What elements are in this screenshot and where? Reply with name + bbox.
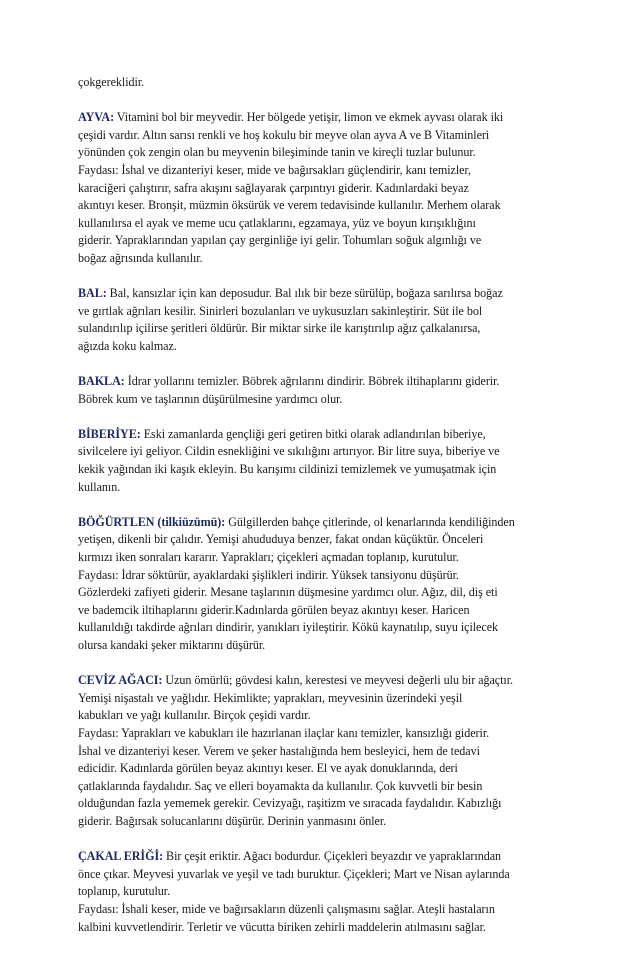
entry-text: Bir çeşit eriktir. Ağacı bodurdur. Çiçekleri beyazdır ve yapraklarından bbox=[163, 849, 502, 864]
entry-text: Vitamini bol bir meyvedir. Her bölgede yetişir, limon ve ekmek ayvası olarak iki bbox=[114, 110, 504, 125]
entry-ceviz-agaci bbox=[78, 672, 570, 830]
text-line bbox=[78, 373, 570, 391]
entry-text: Eski zamanlarda gençliği geri getiren bitki olarak adlandırılan biberiye, bbox=[140, 426, 486, 441]
text-line: Faydası: Yaprakları ve kabukları ile hazırlanan ilaçlar kanı temizler, kansızlığı giderir. bbox=[78, 725, 490, 740]
text-line: kullanılırsa el ayak ve meme ucu çatlaklarını, egzamaya, yüz ve boyun kırışıklığını bbox=[78, 215, 476, 230]
entry-bal bbox=[78, 285, 570, 355]
text-line: akıntıyı keser. Bronşit, müzmin öksürük ve verem tedavisinde kullanılır. Merhem olarak bbox=[78, 198, 501, 213]
text-line bbox=[78, 285, 570, 303]
text-line: Böbrek kum ve taşlarının düşürülmesine yardımcı olur. bbox=[78, 391, 343, 406]
text-line: olursa kandaki şeker miktarını düşürür. bbox=[78, 638, 266, 652]
text-line: kullanın. bbox=[78, 479, 121, 494]
entry-text: Bal, kansızlar için kan deposudur. Bal ılık bir beze sürülüp, boğaza sarılırsa boğaz bbox=[106, 286, 503, 301]
entry-heading: BÖĞÜRTLEN (tilkiüzümü): bbox=[78, 514, 226, 529]
entry-heading: AYVA: bbox=[78, 110, 115, 125]
text-line bbox=[78, 109, 570, 127]
entry-heading: BAL: bbox=[78, 286, 107, 301]
text-line: kabukları ve yağı kullanılır. Birçok çeşidi vardır. bbox=[78, 708, 311, 723]
text-line: Yemişi nişastalı ve yağlıdır. Hekimlikte; yaprakları, meyvesinin üzerindeki yeşil bbox=[78, 690, 463, 705]
intro-paragraph bbox=[78, 74, 570, 92]
text-line: kalbini kuvvetlendirir. Terletir ve vücutta biriken zehirli maddelerin atılmasını sağlar. bbox=[78, 919, 486, 934]
text-line: giderir. Bağırsak solucanlarını düşürür. Derinin yanmasını önler. bbox=[78, 813, 387, 828]
entry-heading: ÇAKAL ERİĞİ: bbox=[78, 849, 164, 864]
text-line: çeşidi vardır. Altın sarısı renkli ve hoş kokulu bir meyve olan ayva A ve B Vitaminleri bbox=[78, 127, 490, 142]
text-line bbox=[78, 514, 570, 532]
text-line: çatlaklarında faydalıdır. Saç ve elleri boyamakta da kullanılır. Çok kuvvetli bir besin bbox=[78, 778, 483, 793]
text-line: karaciğeri çalıştırır, safra akışını sağlayarak çarpıntıyı giderir. Kadınlardaki beyaz bbox=[78, 180, 469, 195]
entry-text: Gülgillerden bahçe çitlerinde, ol kenarlarında kendiliğinden bbox=[225, 514, 515, 529]
entry-bakla bbox=[78, 373, 570, 408]
entry-heading: BİBERİYE: bbox=[78, 426, 141, 441]
text-line: giderir. Yapraklarından yapılan çay gerginliğe iyi gelir. Tohumları soğuk algınlığı ve bbox=[78, 233, 482, 248]
text-line: ve bademcik iltihaplarını giderir.Kadınlarda görülen beyaz akıntıyı keser. Haricen bbox=[78, 602, 470, 617]
entry-heading: BAKLA: bbox=[78, 374, 125, 389]
text-line: kekik yağından iki kaşık ekleyin. Bu karışımı cildinizi temizlemek ve yumuşatmak için bbox=[78, 462, 497, 477]
text-line: ve gırtlak ağrıları kesilir. Sinirleri bozulanları ve uykusuzları sakinleştirir. Süt ile bol bbox=[78, 303, 483, 318]
text-line bbox=[78, 426, 570, 444]
text-line: toplanıp, kurutulur. bbox=[78, 884, 171, 899]
text-line: yetişen, dikenli bir çalıdır. Yemişi ahududuya benzer, fakat ondan küçüktür. Önceleri bbox=[78, 532, 484, 547]
entry-cakal-erigi bbox=[78, 848, 570, 936]
document-page bbox=[78, 74, 570, 954]
text-line: Gözlerdeki zafiyeti giderir. Mesane taşlarının düşmesine yardımcı olur. Ağız, dil, diş eti bbox=[78, 585, 498, 600]
text-line: Faydası: İshal ve dizanteriyi keser, mide ve bağırsakları güçlendirir, kanı temizler, bbox=[78, 162, 471, 177]
entry-heading: CEVİZ AĞACI: bbox=[78, 673, 163, 688]
text-line bbox=[78, 848, 570, 866]
text-line: sivilcelere iyi geliyor. Cildin esnekliğini ve sıkılığını artırıyor. Bir litre suya, biberiye ve bbox=[78, 444, 500, 459]
text-line: ağızda koku kalmaz. bbox=[78, 338, 177, 353]
entry-text: İdrar yollarını temizler. Böbrek ağrılarını dindirir. Böbrek iltihaplarını giderir. bbox=[124, 374, 500, 389]
text-line: olduğundan fazla yememek gerekir. Cevizyağı, raşitizm ve sıracada faydalıdır. Kabızlığı bbox=[78, 796, 502, 811]
text-line bbox=[78, 672, 570, 690]
text-line: sulandırılıp içilirse şeritleri öldürür. Bir miktar sirke ile karıştırılıp ağız çalkalanırsa, bbox=[78, 321, 481, 336]
text-line: Faydası: İdrar söktürür, ayaklardaki şişlikleri indirir. Yüksek tansiyonu düşürür. bbox=[78, 567, 459, 582]
text-line: boğaz ağrısında kullanılır. bbox=[78, 250, 203, 265]
text-line: çokgereklidir. bbox=[78, 75, 145, 89]
text-line: kullanıldığı takdirde ağrıları dindirir, yanıkları iyileştirir. Kökü kaynatılıp, suyu içilecek bbox=[78, 620, 499, 635]
text-line: kırmızı iken sonraları kararır. Yaprakları; çiçekleri açmadan toplanıp, kurutulur. bbox=[78, 550, 459, 565]
text-line: önce çıkar. Meyvesi yuvarlak ve yeşil ve tadı buruktur. Çiçekleri; Mart ve Nisan aylarında bbox=[78, 866, 510, 881]
text-line: Faydası: İshali keser, mide ve bağırsakların düzenli çalışmasını sağlar. Ateşli hastaların bbox=[78, 901, 495, 916]
entry-text: Uzun ömürlü; gövdesi kalın, kerestesi ve meyvesi değerli ulu bir ağaçtır. bbox=[162, 673, 514, 688]
entry-biberiye bbox=[78, 426, 570, 496]
entry-ayva bbox=[78, 109, 570, 267]
text-line: edicidir. Kadınlarda görülen beyaz akıntıyı keser. El ve ayak donuklarında, deri bbox=[78, 761, 458, 776]
text-line: İshal ve dizanteriyi keser. Verem ve şeker hastalığında hem besleyici, hem de tedavi bbox=[78, 743, 480, 758]
text-line: yönünden çok zengin olan bu meyvenin bileşiminde tanin ve kireçli tuzlar bulunur. bbox=[78, 145, 476, 160]
entry-bogurtlen bbox=[78, 514, 570, 655]
